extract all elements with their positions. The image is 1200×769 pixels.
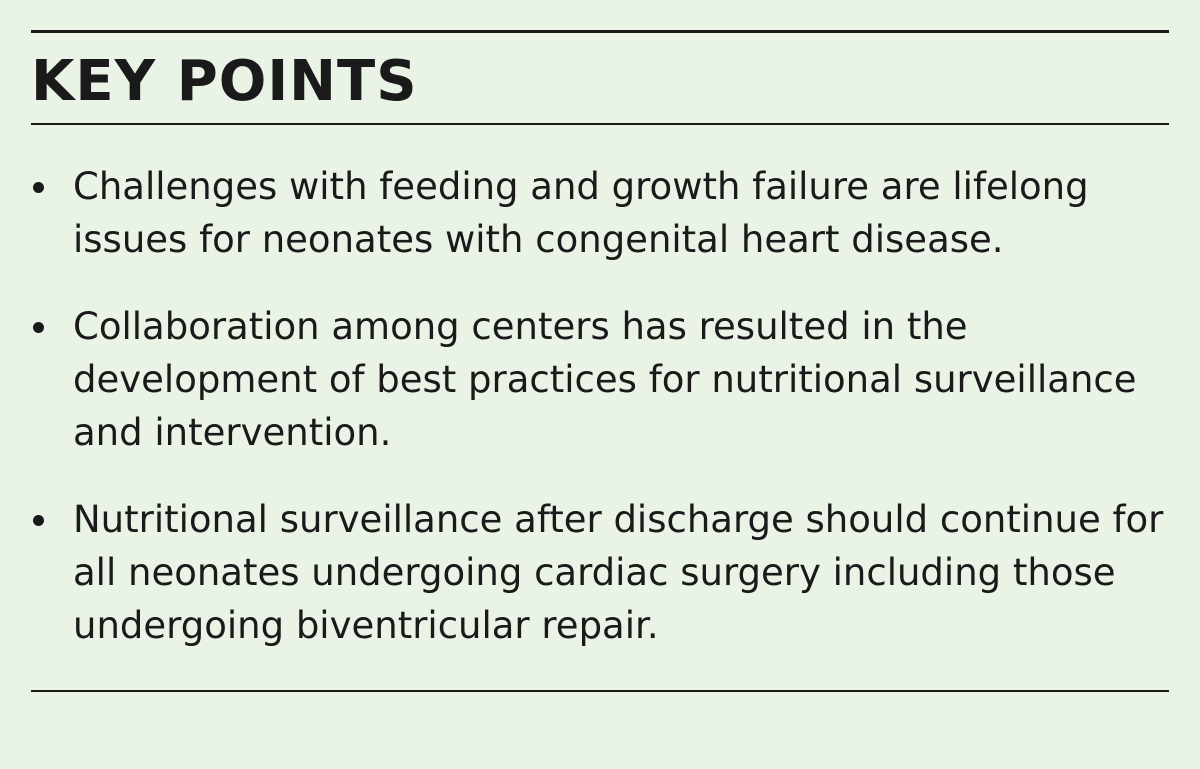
bullet-icon <box>33 182 44 193</box>
key-point-item <box>31 493 1171 652</box>
top-divider <box>31 30 1169 33</box>
key-point-text: Collaboration among centers has resulted in the development of best practices for nutritional surveillance and intervention. <box>73 305 1137 454</box>
key-point-text: Challenges with feeding and growth failure are lifelong issues for neonates with congenital heart disease. <box>73 165 1089 261</box>
bullet-icon <box>33 515 44 526</box>
key-point-text: Nutritional surveillance after discharge should continue for all neonates undergoing cardiac surgery including those undergoing biventricular repair. <box>73 498 1164 647</box>
key-point-item <box>31 300 1171 459</box>
key-points-heading: KEY POINTS <box>31 49 418 114</box>
bullet-icon <box>33 322 44 333</box>
key-point-item <box>31 160 1171 266</box>
heading-divider <box>31 123 1169 125</box>
bottom-divider <box>31 690 1169 692</box>
key-points-list <box>31 160 1171 686</box>
